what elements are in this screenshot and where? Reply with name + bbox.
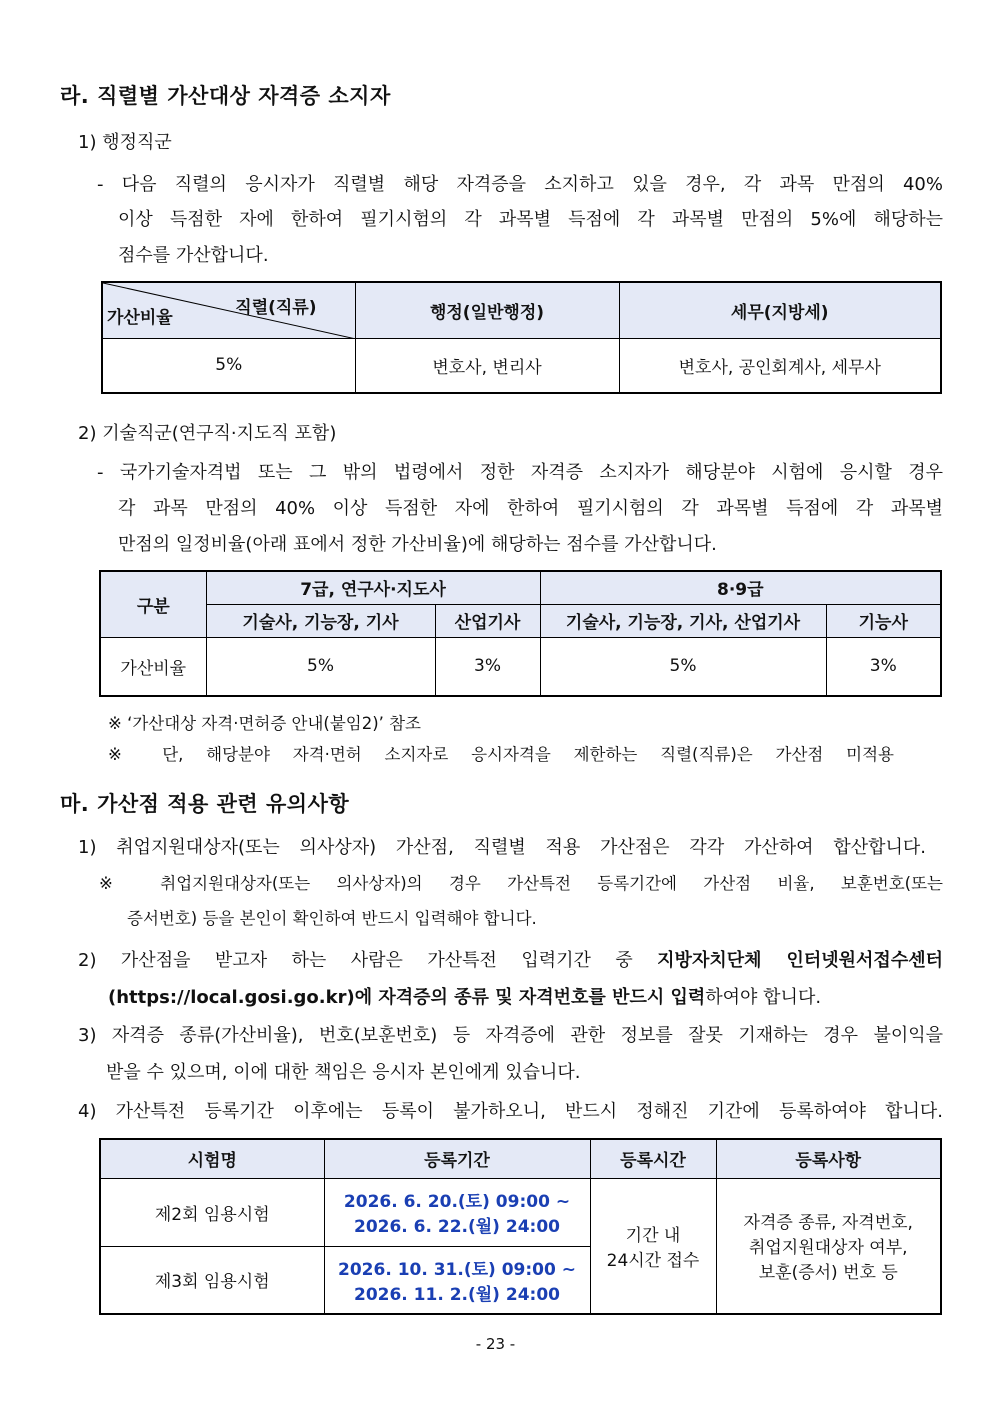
time-line-2: 24시간 접수: [606, 1250, 700, 1271]
items-line-3: 보훈(증서) 번호 등: [758, 1263, 898, 1284]
value-cell: 3%: [826, 637, 941, 696]
page-number: - 23 -: [475, 1335, 516, 1353]
corner-top-label: 직렬(직류): [235, 298, 317, 318]
sub2-line-1: - 국가기술자격법 또는 그 밖의 법령에서 정한 자격증 소지자가 해당분야 시험에 응시할 경우: [97, 462, 943, 483]
tech-cert-table: [99, 570, 942, 697]
ma-item-1-note-2: 증서번호) 등을 본인이 확인하여 반드시 입력해야 합니다.: [127, 909, 537, 928]
period-cell: [324, 1246, 590, 1314]
header-gubun: 구분: [100, 571, 206, 637]
sub2-line-3: 만점의 일정비율(아래 표에서 정한 가산비율)에 해당하는 점수를 가산합니다.: [118, 534, 717, 555]
header-period: 등록기간: [324, 1139, 590, 1178]
value-cell: 5%: [540, 637, 826, 696]
sub2-line-2: 각 과목 만점의 40% 이상 득점한 자에 한하여 필기시험의 각 과목별 득점에 각 과목별: [118, 498, 943, 519]
ma-item-2-line-1: [78, 946, 943, 972]
ma-item-2-text: 2) 가산점을 받고자 하는 사람은 가산특전 입력기간 중: [78, 950, 658, 971]
ma-item-4: 4) 가산특전 등록기간 이후에는 등록이 불가하오니, 반드시 정해진 기간에 등록하여야 합니다.: [78, 1101, 943, 1122]
header-exam-name: 시험명: [100, 1139, 324, 1178]
header-admin: 행정(일반행정): [355, 282, 619, 338]
admin-cert-cell: 변호사, 변리사: [355, 338, 619, 393]
items-cell: [716, 1178, 941, 1314]
ma-item-2-bold-1: 지방자치단체 인터넷원서접수센터: [657, 950, 943, 971]
ma-item-1: 1) 취업지원대상자(또는 의사상자) 가산점, 직렬별 적용 가산점은 각각 가산하여 합산합니다.: [78, 837, 926, 858]
time-cell: [590, 1178, 716, 1314]
ma-item-1-note-1: ※ 취업지원대상자(또는 의사상자)의 경우 가산특전 등록기간에 가산점 비율, 보훈번호(또는: [99, 874, 943, 893]
header-g2-col1: 기술사, 기능장, 기사, 산업기사: [540, 604, 826, 637]
period-end: 2026. 6. 22.(월) 24:00: [353, 1217, 560, 1237]
tax-cert-cell: 변호사, 공인회계사, 세무사: [619, 338, 941, 393]
sub2-title: 2) 기술직군(연구직·지도직 포함): [78, 423, 337, 444]
sub1-title: 1) 행정직군: [78, 132, 172, 153]
items-line-2: 취업지원대상자 여부,: [748, 1238, 908, 1259]
section-ma-heading: 마. 가산점 적용 관련 유의사항: [60, 792, 350, 816]
items-line-1: 자격증 종류, 자격번호,: [743, 1213, 913, 1234]
ma-item-3-line-2: 받을 수 있으며, 이에 대한 책임은 응시자 본인에게 있습니다.: [106, 1062, 581, 1083]
rate-cell: 5%: [102, 338, 355, 393]
section-ra-heading: 라. 직렬별 가산대상 자격증 소지자: [60, 84, 391, 108]
registration-table: [99, 1138, 942, 1315]
ma-item-2-text-2: 하여야 합니다.: [705, 987, 822, 1008]
corner-cell: [102, 282, 355, 338]
admin-cert-table: [101, 281, 942, 394]
sub1-line-2: 이상 득점한 자에 한하여 필기시험의 각 과목별 득점에 각 과목별 만점의 5%에 해당하는: [118, 209, 943, 230]
ma-item-2-bold-2: (https://local.gosi.go.kr)에 자격증의 종류 및 자격번호를 반드시 입력: [108, 987, 706, 1008]
value-cell: 3%: [435, 637, 540, 696]
header-g1-col1: 기술사, 기능장, 기사: [206, 604, 435, 637]
ma-item-3-line-1: 3) 자격증 종류(가산비율), 번호(보훈번호) 등 자격증에 관한 정보를 잘못 기재하는 경우 불이익을: [78, 1025, 943, 1046]
header-group-7: 7급, 연구사·지도사: [206, 571, 540, 604]
header-group-89: 8·9급: [540, 571, 941, 604]
period-end: 2026. 11. 2.(월) 24:00: [353, 1284, 560, 1305]
period-cell: [324, 1178, 590, 1246]
header-tax: 세무(지방세): [619, 282, 941, 338]
corner-bottom-label: 가산비율: [107, 307, 173, 328]
period-start: 2026. 6. 20.(토) 09:00 ~: [343, 1192, 571, 1212]
header-items: 등록사항: [716, 1139, 941, 1178]
sub1-line-3: 점수를 가산합니다.: [118, 245, 269, 266]
header-g1-col2: 산업기사: [435, 604, 540, 637]
ma-item-2-line-2: [108, 983, 821, 1009]
exam-name-cell: 제3회 임용시험: [100, 1246, 324, 1314]
sub1-line-1: - 다음 직렬의 응시자가 직렬별 해당 자격증을 소지하고 있을 경우, 각 과목 만점의 40%: [97, 174, 943, 195]
time-line-1: 기간 내: [625, 1225, 681, 1246]
header-g2-col2: 기능사: [826, 604, 941, 637]
header-time: 등록시간: [590, 1139, 716, 1178]
value-cell: 5%: [206, 637, 435, 696]
period-start: 2026. 10. 31.(토) 09:00 ~: [338, 1259, 576, 1280]
row-label: 가산비율: [100, 637, 206, 696]
note-2: ※ 단, 해당분야 자격·면허 소지자로 응시자격을 제한하는 직렬(직류)은 가산점 미적용: [108, 745, 894, 764]
exam-name-cell: 제2회 임용시험: [100, 1178, 324, 1246]
note-1: ※ ‘가산대상 자격·면허증 안내(붙임2)’ 참조: [108, 714, 421, 733]
